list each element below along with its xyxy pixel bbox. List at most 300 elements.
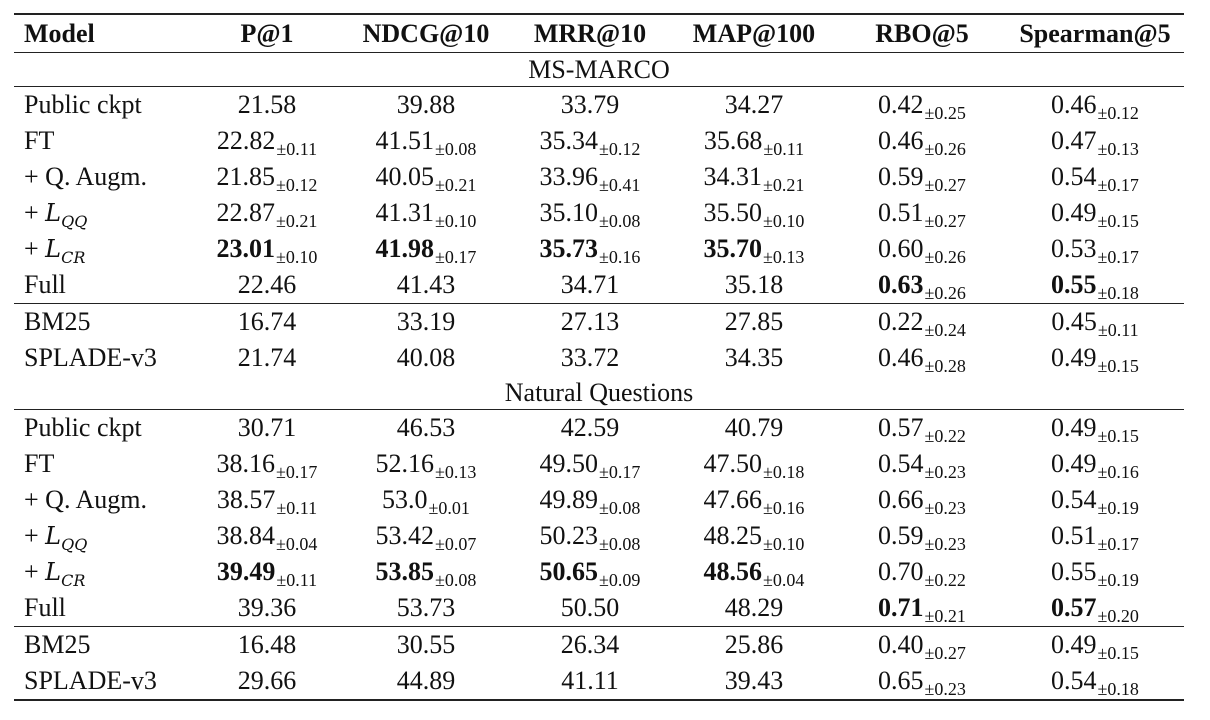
metric-cell	[510, 87, 670, 124]
metric-cell	[342, 482, 510, 518]
metric-std: ±0.16	[1097, 462, 1139, 482]
metric-value: 0.46	[878, 126, 924, 155]
metric-cell	[192, 482, 342, 518]
metric-cell	[192, 340, 342, 376]
metric-cell	[510, 627, 670, 664]
metric-value: 41.98	[375, 234, 435, 263]
loss-subscript: CR	[61, 248, 86, 267]
metric-value: 0.59	[878, 162, 924, 191]
metric-cell	[1006, 267, 1184, 304]
metric-value: 0.49	[1051, 413, 1097, 442]
metric-cell	[510, 663, 670, 700]
model-prefix: +	[24, 557, 46, 586]
metric-cell	[838, 123, 1006, 159]
metric-cell	[342, 446, 510, 482]
metric-value: 21.74	[237, 343, 297, 372]
metric-value: 33.96	[539, 162, 599, 191]
metric-std: ±0.11	[1097, 320, 1139, 340]
metric-value: 0.49	[1051, 630, 1097, 659]
metric-value: 25.86	[724, 630, 784, 659]
header-p-at-1: P@1	[192, 14, 342, 53]
metric-std: ±0.04	[276, 534, 318, 554]
model-prefix: +	[24, 234, 46, 263]
model-name: + Q. Augm.	[24, 485, 148, 514]
metric-cell	[192, 518, 342, 554]
model-name: Public ckpt	[14, 410, 192, 447]
metric-cell	[838, 87, 1006, 124]
metric-value: 34.35	[724, 343, 784, 372]
model-name: Public ckpt	[14, 87, 192, 124]
metric-value: 39.88	[396, 90, 456, 119]
model-name: Full	[24, 270, 66, 299]
table-row	[14, 87, 1184, 124]
metric-cell	[1006, 123, 1184, 159]
metric-std: ±0.19	[1097, 498, 1139, 518]
metric-value: 0.65	[878, 666, 924, 695]
metric-std: ±0.15	[1097, 356, 1139, 376]
table-row	[14, 518, 1184, 554]
metric-std: ±0.23	[924, 462, 966, 482]
metric-value: 53.42	[375, 521, 435, 550]
metric-cell	[510, 482, 670, 518]
metric-cell	[342, 518, 510, 554]
metric-value: 49.50	[539, 449, 599, 478]
metric-cell	[670, 663, 838, 700]
metric-value: 0.71	[878, 593, 924, 622]
header-spearman-at-5: Spearman@5	[1006, 14, 1184, 53]
metric-value: 30.71	[237, 413, 297, 442]
metric-std: ±0.21	[435, 175, 477, 195]
metric-std: ±0.15	[1097, 211, 1139, 231]
table-row	[14, 304, 1184, 341]
header-ndcg-at-10: NDCG@10	[342, 14, 510, 53]
metric-std: ±0.12	[599, 139, 641, 159]
metric-value: 0.59	[878, 521, 924, 550]
metric-cell	[510, 304, 670, 341]
metric-std: ±0.10	[763, 211, 805, 231]
metric-value: 0.40	[878, 630, 924, 659]
metric-value: 0.46	[1051, 90, 1097, 119]
metric-std: ±0.18	[1097, 283, 1139, 303]
model-name: SPLADE-v3	[24, 343, 157, 372]
metric-std: ±0.07	[435, 534, 477, 554]
model-name: BM25	[14, 304, 192, 341]
metric-cell	[192, 627, 342, 664]
metric-value: 39.49	[216, 557, 276, 586]
metric-std: ±0.08	[599, 534, 641, 554]
metric-std: ±0.08	[599, 498, 641, 518]
model-name: BM25	[14, 627, 192, 664]
metric-cell	[510, 231, 670, 267]
metric-cell	[192, 87, 342, 124]
metric-value: 49.89	[539, 485, 599, 514]
metric-std: ±0.12	[1097, 103, 1139, 123]
metric-value: 34.31	[703, 162, 763, 191]
metric-value: 0.45	[1051, 307, 1097, 336]
metric-std: ±0.16	[599, 247, 641, 267]
metric-value: 0.49	[1051, 343, 1097, 372]
metric-std: ±0.17	[1097, 247, 1139, 267]
metric-cell	[1006, 87, 1184, 124]
metric-value: 0.42	[878, 90, 924, 119]
metric-std: ±0.08	[599, 211, 641, 231]
metric-std: ±0.41	[599, 175, 641, 195]
metric-cell	[838, 340, 1006, 376]
metric-value: 40.79	[724, 413, 784, 442]
metric-cell	[342, 340, 510, 376]
metric-value: 21.58	[237, 90, 297, 119]
metric-std: ±0.10	[276, 247, 318, 267]
metric-cell	[342, 554, 510, 590]
metric-cell	[838, 410, 1006, 447]
metric-cell	[1006, 627, 1184, 664]
metric-value: 46.53	[396, 413, 456, 442]
table-row	[14, 590, 1184, 627]
table-row	[14, 663, 1184, 700]
metric-value: 33.79	[560, 90, 620, 119]
header-map-at-100: MAP@100	[670, 14, 838, 53]
metric-cell	[1006, 159, 1184, 195]
model-prefix: +	[24, 521, 46, 550]
metric-value: 0.51	[878, 198, 924, 227]
metric-value: 39.43	[724, 666, 784, 695]
metric-value: 16.74	[237, 307, 297, 336]
section-title: MS-MARCO	[528, 54, 670, 84]
metric-cell	[670, 627, 838, 664]
metric-cell	[1006, 195, 1184, 231]
metric-cell	[838, 446, 1006, 482]
metric-cell	[342, 231, 510, 267]
metric-std: ±0.01	[428, 498, 470, 518]
metric-value: 0.47	[1051, 126, 1097, 155]
metric-std: ±0.18	[763, 462, 805, 482]
table-row	[14, 267, 1184, 304]
loss-subscript: QQ	[61, 535, 88, 554]
metric-std: ±0.13	[763, 247, 805, 267]
loss-subscript: QQ	[61, 212, 88, 231]
metric-value: 47.50	[703, 449, 763, 478]
model-prefix: +	[24, 198, 46, 227]
table-row	[14, 446, 1184, 482]
metric-cell	[670, 304, 838, 341]
metric-std: ±0.08	[435, 139, 477, 159]
metric-cell	[838, 304, 1006, 341]
metric-value: 0.60	[878, 234, 924, 263]
metric-std: ±0.09	[599, 570, 641, 590]
metric-value: 48.56	[703, 557, 763, 586]
metric-cell	[838, 231, 1006, 267]
metric-cell	[510, 518, 670, 554]
loss-subscript: CR	[61, 571, 86, 590]
metric-cell	[670, 195, 838, 231]
metric-cell	[670, 410, 838, 447]
metric-cell	[342, 627, 510, 664]
metric-std: ±0.26	[924, 139, 966, 159]
metric-cell	[1006, 446, 1184, 482]
metric-cell	[838, 554, 1006, 590]
metric-cell	[838, 663, 1006, 700]
metric-value: 41.43	[396, 270, 456, 299]
metric-value: 0.46	[878, 343, 924, 372]
metric-value: 38.16	[216, 449, 276, 478]
metric-std: ±0.15	[1097, 426, 1139, 446]
metric-value: 53.85	[375, 557, 435, 586]
metric-std: ±0.13	[1097, 139, 1139, 159]
metric-value: 0.54	[1051, 485, 1097, 514]
metric-value: 29.66	[237, 666, 297, 695]
metric-cell	[510, 340, 670, 376]
metric-std: ±0.21	[924, 606, 966, 626]
metric-value: 34.27	[724, 90, 784, 119]
metric-value: 35.68	[703, 126, 763, 155]
metric-cell	[192, 123, 342, 159]
model-name	[14, 231, 192, 267]
metric-cell	[342, 195, 510, 231]
metric-value: 0.22	[878, 307, 924, 336]
metric-value: 0.57	[1051, 593, 1097, 622]
metric-value: 0.54	[1051, 162, 1097, 191]
metric-std: ±0.17	[1097, 175, 1139, 195]
metric-cell	[192, 304, 342, 341]
metric-value: 48.29	[724, 593, 784, 622]
metric-value: 41.51	[375, 126, 435, 155]
metric-cell	[192, 231, 342, 267]
metric-std: ±0.24	[924, 320, 966, 340]
metric-cell	[342, 159, 510, 195]
metric-cell	[192, 195, 342, 231]
metric-std: ±0.22	[924, 426, 966, 446]
metric-cell	[670, 87, 838, 124]
metric-cell	[838, 482, 1006, 518]
metric-std: ±0.23	[924, 534, 966, 554]
metric-value: 48.25	[703, 521, 763, 550]
metric-cell	[510, 446, 670, 482]
metric-value: 53.73	[396, 593, 456, 622]
metric-value: 16.48	[237, 630, 297, 659]
metric-value: 0.66	[878, 485, 924, 514]
metric-cell	[510, 123, 670, 159]
metric-value: 41.31	[375, 198, 435, 227]
metric-value: 26.34	[560, 630, 620, 659]
metric-cell	[838, 195, 1006, 231]
model-name: FT	[24, 449, 55, 478]
metric-value: 35.34	[539, 126, 599, 155]
metric-cell	[670, 267, 838, 304]
table-row	[14, 554, 1184, 590]
table-body	[14, 53, 1184, 701]
loss-symbol: L	[45, 235, 62, 263]
metric-value: 0.63	[878, 270, 924, 299]
metric-std: ±0.26	[924, 247, 966, 267]
metric-value: 30.55	[396, 630, 456, 659]
metric-value: 0.49	[1051, 449, 1097, 478]
metric-cell	[670, 518, 838, 554]
loss-symbol: L	[45, 522, 62, 550]
header-row	[14, 14, 1184, 53]
metric-cell	[838, 627, 1006, 664]
metric-std: ±0.11	[763, 139, 805, 159]
model-name	[14, 195, 192, 231]
metric-std: ±0.19	[1097, 570, 1139, 590]
metric-cell	[1006, 482, 1184, 518]
metric-cell	[510, 590, 670, 627]
metric-cell	[838, 590, 1006, 627]
metric-cell	[342, 304, 510, 341]
metric-cell	[670, 159, 838, 195]
metric-value: 50.65	[539, 557, 599, 586]
metric-cell	[1006, 554, 1184, 590]
metric-cell	[342, 590, 510, 627]
header-rbo-at-5: RBO@5	[838, 14, 1006, 53]
model-name: SPLADE-v3	[14, 663, 192, 700]
metric-std: ±0.25	[924, 103, 966, 123]
metric-cell	[342, 123, 510, 159]
metric-std: ±0.15	[1097, 643, 1139, 663]
metric-value: 42.59	[560, 413, 620, 442]
metric-std: ±0.20	[1097, 606, 1139, 626]
metric-value: 52.16	[375, 449, 435, 478]
metric-std: ±0.11	[276, 498, 318, 518]
metric-std: ±0.17	[1097, 534, 1139, 554]
metric-cell	[342, 410, 510, 447]
metric-value: 0.53	[1051, 234, 1097, 263]
metric-value: 44.89	[396, 666, 456, 695]
metric-value: 38.84	[216, 521, 276, 550]
metric-value: 39.36	[237, 593, 297, 622]
loss-symbol: L	[45, 558, 62, 586]
metric-std: ±0.04	[763, 570, 805, 590]
metric-std: ±0.27	[924, 175, 966, 195]
table-row	[14, 340, 1184, 376]
metric-value: 40.08	[396, 343, 456, 372]
metric-value: 0.49	[1051, 198, 1097, 227]
metric-std: ±0.10	[435, 211, 477, 231]
metric-value: 0.57	[878, 413, 924, 442]
metric-std: ±0.12	[276, 175, 318, 195]
section-title: Natural Questions	[504, 377, 694, 407]
metric-cell	[670, 590, 838, 627]
metric-value: 38.57	[216, 485, 276, 514]
metric-cell	[1006, 410, 1184, 447]
metric-cell	[838, 267, 1006, 304]
metric-cell	[670, 446, 838, 482]
metric-value: 35.50	[703, 198, 763, 227]
metric-value: 41.11	[561, 666, 619, 695]
section-header-row	[14, 376, 1184, 410]
metric-std: ±0.13	[435, 462, 477, 482]
metric-cell	[510, 159, 670, 195]
metric-std: ±0.18	[1097, 679, 1139, 699]
metric-value: 47.66	[703, 485, 763, 514]
metric-value: 34.71	[560, 270, 620, 299]
metric-std: ±0.11	[276, 139, 318, 159]
metric-std: ±0.23	[924, 679, 966, 699]
metric-std: ±0.17	[435, 247, 477, 267]
metric-std: ±0.23	[924, 498, 966, 518]
metric-value: 0.55	[1051, 557, 1097, 586]
metric-std: ±0.16	[763, 498, 805, 518]
header-model: Model	[14, 14, 192, 53]
metric-cell	[510, 554, 670, 590]
metric-cell	[342, 87, 510, 124]
header-mrr-at-10: MRR@10	[510, 14, 670, 53]
metric-cell	[1006, 663, 1184, 700]
metric-value: 35.70	[703, 234, 763, 263]
metric-cell	[192, 554, 342, 590]
metric-cell	[1006, 340, 1184, 376]
metric-value: 53.0	[382, 485, 428, 514]
loss-symbol: L	[45, 199, 62, 227]
metric-std: ±0.28	[924, 356, 966, 376]
model-name	[14, 518, 192, 554]
metric-cell	[192, 446, 342, 482]
metric-std: ±0.27	[924, 211, 966, 231]
metric-value: 40.05	[375, 162, 435, 191]
metric-value: 0.54	[878, 449, 924, 478]
metric-cell	[342, 267, 510, 304]
metric-std: ±0.17	[276, 462, 318, 482]
metric-value: 35.10	[539, 198, 599, 227]
metric-value: 22.87	[216, 198, 276, 227]
metric-value: 21.85	[216, 162, 276, 191]
metric-cell	[670, 482, 838, 518]
metric-cell	[670, 123, 838, 159]
metric-cell	[192, 267, 342, 304]
table-row	[14, 627, 1184, 664]
metric-cell	[342, 663, 510, 700]
metric-value: 35.18	[724, 270, 784, 299]
table-row	[14, 123, 1184, 159]
metric-cell	[838, 159, 1006, 195]
metric-value: 23.01	[216, 234, 276, 263]
model-name	[14, 554, 192, 590]
metric-value: 27.13	[560, 307, 620, 336]
metric-value: 50.23	[539, 521, 599, 550]
metric-cell	[510, 195, 670, 231]
metric-std: ±0.27	[924, 643, 966, 663]
metric-cell	[1006, 590, 1184, 627]
results-table	[14, 13, 1184, 701]
model-name: + Q. Augm.	[24, 162, 148, 191]
table-row	[14, 482, 1184, 518]
metric-cell	[192, 410, 342, 447]
metric-value: 22.46	[237, 270, 297, 299]
table-row	[14, 410, 1184, 447]
metric-std: ±0.10	[763, 534, 805, 554]
model-name: Full	[24, 593, 66, 622]
metric-std: ±0.11	[276, 570, 318, 590]
metric-cell	[1006, 231, 1184, 267]
metric-cell	[192, 590, 342, 627]
metric-std: ±0.21	[276, 211, 318, 231]
metric-cell	[670, 554, 838, 590]
table-row	[14, 195, 1184, 231]
metric-std: ±0.08	[435, 570, 477, 590]
metric-value: 0.70	[878, 557, 924, 586]
metric-cell	[510, 410, 670, 447]
metric-cell	[192, 663, 342, 700]
metric-value: 0.54	[1051, 666, 1097, 695]
metric-std: ±0.22	[924, 570, 966, 590]
metric-cell	[192, 159, 342, 195]
metric-std: ±0.17	[599, 462, 641, 482]
metric-value: 0.55	[1051, 270, 1097, 299]
metric-cell	[1006, 518, 1184, 554]
metric-value: 22.82	[216, 126, 276, 155]
section-header-row	[14, 53, 1184, 87]
metric-std: ±0.26	[924, 283, 966, 303]
metric-cell	[510, 267, 670, 304]
